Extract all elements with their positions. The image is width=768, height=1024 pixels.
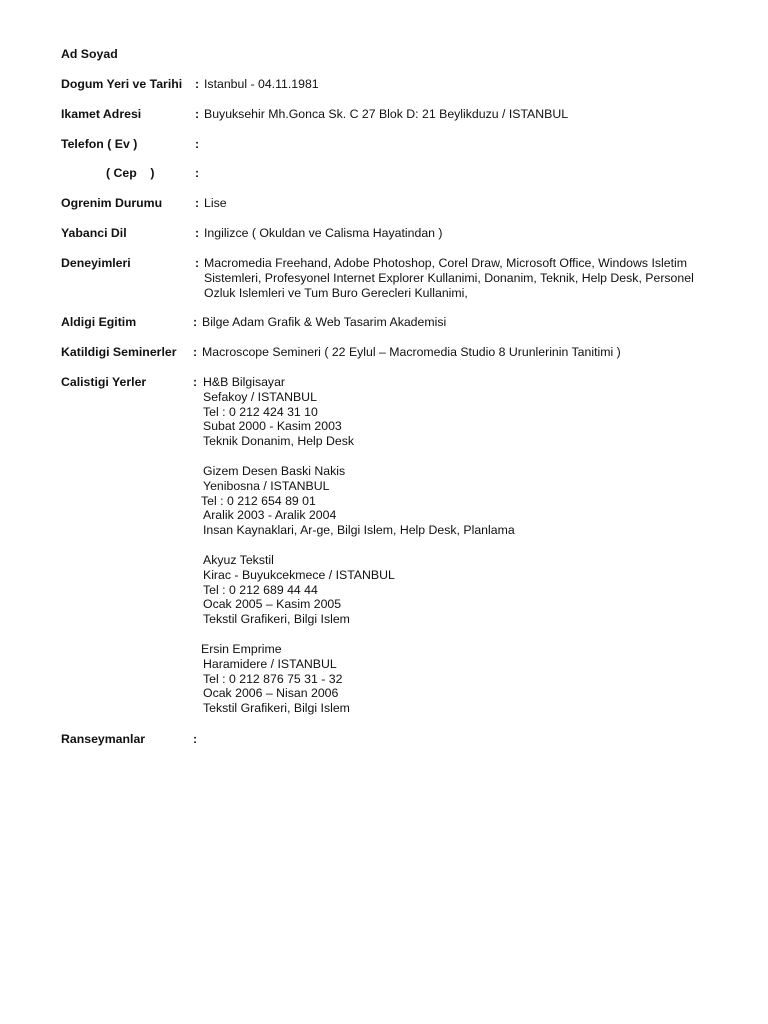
job-company: Gizem Desen Baski Nakis: [203, 464, 346, 478]
training-value: Bilge Adam Grafik & Web Tasarim Akademisi: [202, 315, 447, 329]
job-phone: Tel : 0 212 876 75 31 - 32: [203, 671, 343, 686]
address-label: Ikamet Adresi: [61, 107, 142, 121]
seminars-label: Katildigi Seminerler: [61, 345, 177, 359]
phone-mobile-colon: :: [195, 166, 200, 180]
job-role: Teknik Donanim, Help Desk: [203, 434, 355, 449]
birth-value: Istanbul - 04.11.1981: [204, 77, 319, 91]
job-role: Insan Kaynaklari, Ar-ge, Bilgi Islem, Help Desk, Planlama: [203, 523, 515, 538]
job-entry-hb: [203, 375, 354, 449]
job-location: Yenibosna / ISTANBUL: [203, 478, 330, 493]
experience-line: Ozluk Islemleri ve Tum Buro Gerecleri Kullanimi,: [204, 285, 468, 300]
education-label: Ogrenim Durumu: [61, 196, 163, 210]
job-location: Kirac - Buyukcekmece / ISTANBUL: [203, 567, 395, 582]
job-dates: Ocak 2006 – Nisan 2006: [203, 686, 339, 701]
experience-line: Sistemleri, Profesyonel Internet Explorer Kullanimi, Donanim, Teknik, Help Desk, Personel: [204, 270, 694, 285]
job-entry-gizem: [203, 464, 515, 538]
workplaces-label: Calistigi Yerler: [61, 375, 147, 389]
language-label: Yabanci Dil: [61, 226, 127, 240]
job-role: Tekstil Grafikeri, Bilgi Islem: [203, 701, 350, 716]
workplaces-colon: :: [193, 375, 198, 389]
seminars-colon: :: [193, 345, 198, 359]
job-dates: Subat 2000 - Kasim 2003: [203, 419, 342, 434]
job-location: Haramidere / ISTANBUL: [203, 656, 337, 671]
training-label: Aldigi Egitim: [61, 315, 137, 329]
phone-home-colon: :: [195, 137, 200, 151]
seminars-value: Macroscope Semineri ( 22 Eylul – Macromedia Studio 8 Urunlerinin Tanitimi ): [202, 345, 621, 359]
experience-label: Deneyimleri: [61, 256, 131, 270]
language-value: Ingilizce ( Okuldan ve Calisma Hayatindan ): [204, 226, 443, 240]
training-colon: :: [193, 315, 198, 329]
name-label: Ad Soyad: [61, 47, 118, 61]
phone-mobile-label: ( Cep ): [106, 166, 155, 180]
job-dates: Aralik 2003 - Aralik 2004: [203, 508, 337, 523]
address-colon: :: [195, 107, 200, 121]
address-value: Buyuksehir Mh.Gonca Sk. C 27 Blok D: 21 Beylikduzu / ISTANBUL: [204, 107, 569, 121]
job-location: Sefakoy / ISTANBUL: [203, 389, 317, 404]
job-entry-ersin: [203, 642, 350, 716]
experience-value: [204, 256, 694, 300]
phone-home-label: Telefon ( Ev ): [61, 137, 138, 151]
job-entry-akyuz: [203, 553, 395, 627]
job-company: H&B Bilgisayar: [203, 375, 286, 389]
job-phone: Tel : 0 212 424 31 10: [203, 404, 318, 419]
job-phone: Tel : 0 212 654 89 01: [201, 493, 316, 508]
education-value: Lise: [204, 196, 227, 210]
birth-colon: :: [195, 77, 200, 91]
job-company: Ersin Emprime: [201, 642, 282, 656]
job-phone: Tel : 0 212 689 44 44: [203, 582, 318, 597]
job-dates: Ocak 2005 – Kasim 2005: [203, 597, 342, 612]
references-colon: :: [193, 732, 198, 746]
experience-line: Macromedia Freehand, Adobe Photoshop, Corel Draw, Microsoft Office, Windows Isletim: [204, 256, 687, 270]
language-colon: :: [195, 226, 200, 240]
job-company: Akyuz Tekstil: [203, 553, 274, 567]
experience-colon: :: [195, 256, 200, 270]
references-label: Ranseymanlar: [61, 732, 146, 746]
birth-label: Dogum Yeri ve Tarihi: [61, 77, 183, 91]
job-role: Tekstil Grafikeri, Bilgi Islem: [203, 612, 350, 627]
education-colon: :: [195, 196, 200, 210]
